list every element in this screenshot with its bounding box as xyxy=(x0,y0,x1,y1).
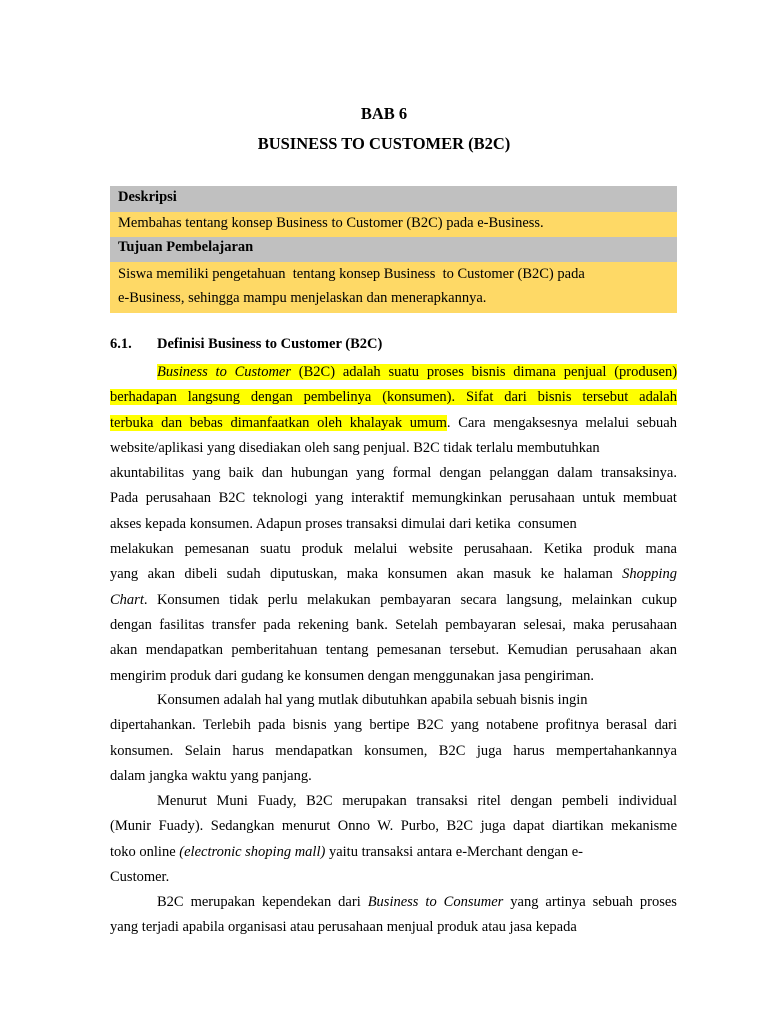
text-line: Pada perusahaan B2C teknologi yang interaktif memungkinkan perusahaan untuk membuat xyxy=(110,490,677,507)
section-heading xyxy=(110,336,677,353)
italic-term: Business to Customer xyxy=(157,364,291,380)
text-line xyxy=(110,890,677,915)
text-line: dipertahankan. Terlebih pada bisnis yang bertipe B2C yang notabene profitnya berasal dari xyxy=(110,717,678,734)
text-span: . Konsumen tidak perlu melakukan pembayaran secara langsung, melainkan cukup xyxy=(143,591,678,608)
deskripsi-header: Deskripsi xyxy=(110,186,677,212)
text-line xyxy=(110,588,677,613)
tujuan-text xyxy=(110,262,677,313)
text-line xyxy=(110,360,677,385)
text-line: Konsumen adalah hal yang mutlak dibutuhkan apabila sebuah bisnis ingin xyxy=(157,692,588,708)
italic-term: Shopping xyxy=(622,566,677,583)
text-line: akuntabilitas yang baik dan hubungan yang formal dengan pelanggan dalam transaksinya. xyxy=(110,465,677,482)
highlighted-text xyxy=(157,364,677,380)
text-line: dalam jangka waktu yang panjang. xyxy=(110,767,312,784)
text-line: konsumen. Selain harus mendapatkan konsumen, B2C juga harus mempertahankannya xyxy=(110,742,677,759)
italic-term: Chart xyxy=(110,591,144,608)
text-line xyxy=(110,385,677,410)
text-span: yaitu transaksi antara e-Merchant dengan e- xyxy=(325,843,583,860)
tujuan-header: Tujuan Pembelajaran xyxy=(110,237,677,262)
deskripsi-text: Membahas tentang konsep Business to Customer (B2C) pada e-Business. xyxy=(110,212,677,237)
text-line: website/aplikasi yang disediakan oleh sang penjual. B2C tidak terlalu membutuhkan xyxy=(110,439,600,456)
highlighted-text: berhadapan langsung dengan pembelinya (konsumen). Sifat dari bisnis tersebut adalah xyxy=(110,389,677,406)
text-line: (Munir Fuady). Sedangkan menurut Onno W. Purbo, B2C juga dapat diartikan mekanisme xyxy=(110,818,678,835)
text-span: (B2C) adalah suatu proses bisnis dimana penjual (produsen) xyxy=(291,364,678,380)
chapter-number: BAB 6 xyxy=(360,104,408,123)
text-line: mengirim produk dari gudang ke konsumen dengan menggunakan jasa pengiriman. xyxy=(110,667,595,684)
text-line: akses kepada konsumen. Adapun proses transaksi dimulai dari ketika consumen xyxy=(110,515,577,532)
text-span: B2C merupakan kependekan dari xyxy=(157,894,368,910)
text-line: melakukan pemesanan suatu produk melalui website perusahaan. Ketika produk mana xyxy=(110,541,677,558)
text-line: Menurut Muni Fuady, B2C merupakan transaksi ritel dengan pembeli individual xyxy=(157,793,678,809)
section-number: 6.1. xyxy=(110,336,132,352)
italic-term: Business to Consumer xyxy=(367,894,504,910)
paragraph-2 xyxy=(110,688,677,789)
text-line: akan mendapatkan pemberitahuan tentang pemesanan tersebut. Kemudian perusahaan akan xyxy=(110,642,678,659)
tujuan-line: Siswa memiliki pengetahuan tentang konsep Business to Customer (B2C) pada xyxy=(118,266,585,282)
text-line xyxy=(110,840,677,865)
text-span: yang artinya sebuah proses xyxy=(503,894,677,910)
chapter-title: BUSINESS TO CUSTOMER (B2C) xyxy=(257,134,511,153)
text-span: toko online xyxy=(110,843,180,860)
info-box xyxy=(110,186,677,313)
italic-term: (electronic shoping mall) xyxy=(179,843,326,860)
paragraph-3 xyxy=(110,789,677,890)
text-line xyxy=(110,411,677,436)
paragraph-4 xyxy=(110,890,677,941)
tujuan-line: e-Business, sehingga mampu menjelaskan dan menerapkannya. xyxy=(118,290,487,306)
text-span: yang akan dibeli sudah diputuskan, maka konsumen akan masuk ke halaman xyxy=(110,566,623,583)
paragraph-1 xyxy=(110,360,677,689)
text-line: yang terjadi apabila organisasi atau perusahaan menjual produk atau jasa kepada xyxy=(110,919,577,936)
text-span: . Cara mengaksesnya melalui sebuah xyxy=(446,414,677,431)
highlighted-text: terbuka dan bebas dimanfaatkan oleh khalayak umum xyxy=(110,414,447,431)
text-line xyxy=(110,562,677,587)
text-line: Customer. xyxy=(110,868,170,885)
section-title: Definisi Business to Customer (B2C) xyxy=(157,336,383,352)
text-line: dengan fasilitas transfer pada rekening bank. Setelah pembayaran selesai, maka perusahaan xyxy=(110,616,678,633)
